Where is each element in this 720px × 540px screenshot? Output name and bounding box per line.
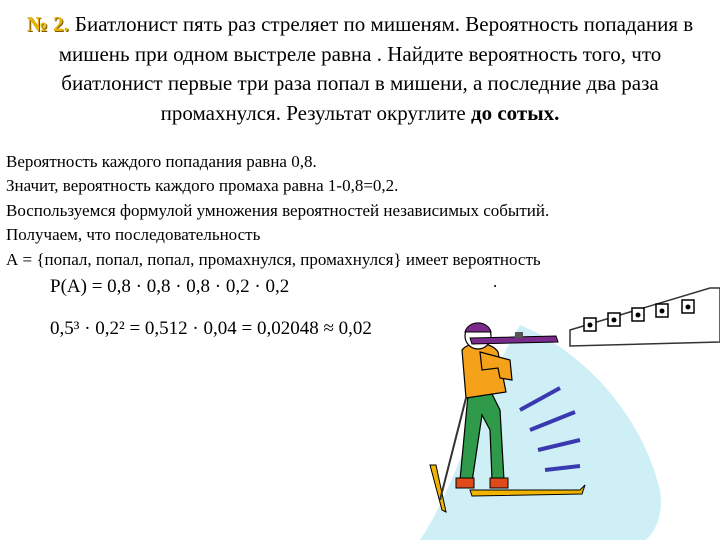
solution-line-3: Воспользуемся формулой умножения вероятностей независимых событий. <box>6 200 550 220</box>
solution-line-2: Значит, вероятность каждого промаха равна 1-0,8=0,2. <box>6 176 399 196</box>
solution-text <box>6 150 666 272</box>
target-board-icon <box>570 288 720 346</box>
solution-line-5: А = {попал, попал, попал, промахнулся, промахнулся} имеет вероятность <box>6 249 541 269</box>
solution-line-4: Получаем, что последовательность <box>6 225 261 245</box>
problem-emphasis: до сотых. <box>470 100 560 125</box>
solution-line-1: Вероятность каждого попадания равна 0,8. <box>6 152 317 171</box>
formula-result: 0,5³ · 0,2² = 0,512 · 0,04 = 0,02048 ≈ 0,02 <box>50 318 372 339</box>
problem-text: Биатлонист пять раз стреляет по мишеням. Вероятность попадания в мишень при одном выстреле равна . Найдите вероятность того, что биатлонист первые три раза попал в мишени, а последние два раза промахнулся. Результат округлите <box>58 12 694 125</box>
problem-number: № 2. <box>26 12 69 36</box>
formula-probability-product: P(A) = 0,8 · 0,8 · 0,8 · 0,2 · 0,2 <box>50 276 290 297</box>
formula-trailing-dot: . <box>493 272 498 291</box>
problem-statement <box>6 10 714 128</box>
biathlete-illustration <box>420 280 720 540</box>
